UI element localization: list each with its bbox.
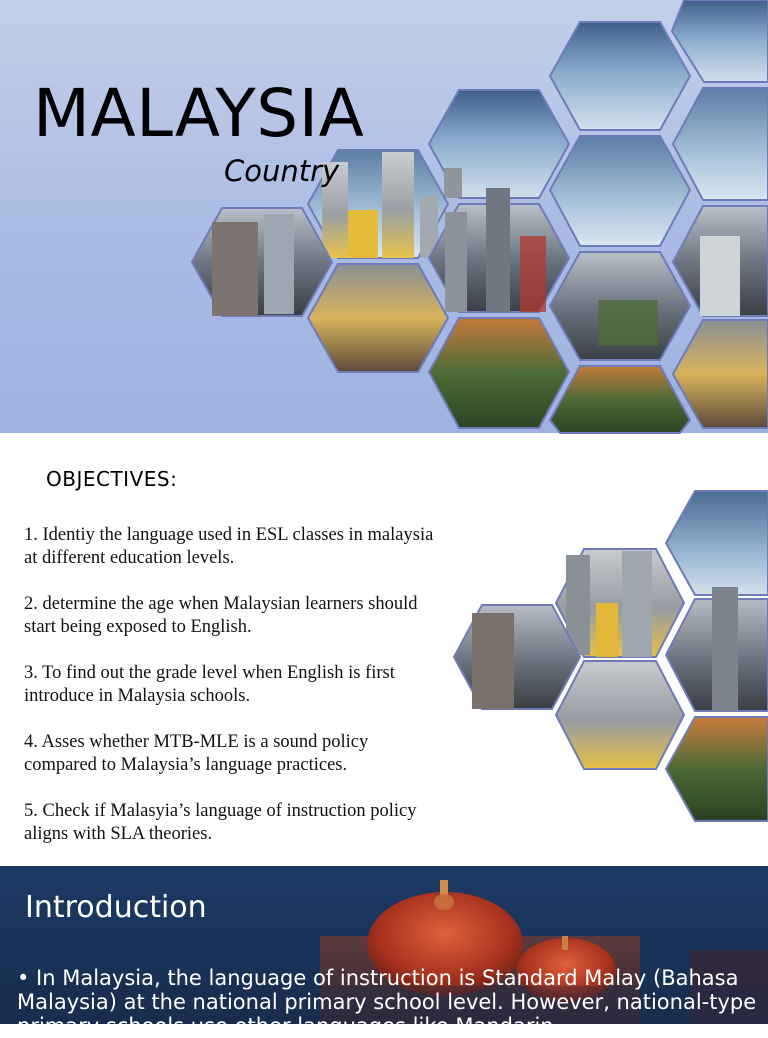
objective-item: 3. To find out the grade level when English is first introduce in Malaysia schools. xyxy=(24,663,395,706)
skyline-hexagon-collage xyxy=(0,0,768,433)
presentation-title: MALAYSIA xyxy=(33,75,365,152)
objectives-heading: OBJECTIVES: xyxy=(46,467,178,491)
objective-item: 5. Check if Malasyia’s language of instruction policy aligns with SLA theories. xyxy=(24,801,417,844)
objectives-slide xyxy=(0,433,768,866)
skyline-hexagon-collage xyxy=(0,433,768,866)
title-slide xyxy=(0,0,768,433)
introduction-heading: Introduction xyxy=(25,890,207,925)
presentation-subtitle: Country xyxy=(224,154,340,188)
introduction-slide xyxy=(0,866,768,1038)
objective-item: 1. Identiy the language used in ESL classes in malaysia at different education levels. xyxy=(24,525,434,568)
introduction-bullet: • In Malaysia, the language of instruction is Standard Malay (Bahasa Malaysia) at the national primary school level. However, national-type primary schools use other languages like Mandarin xyxy=(17,966,757,1038)
objective-item: 2. determine the age when Malaysian learners should start being exposed to English. xyxy=(24,594,418,637)
objective-item: 4. Asses whether MTB-MLE is a sound policy compared to Malaysia’s language practices. xyxy=(24,732,369,775)
